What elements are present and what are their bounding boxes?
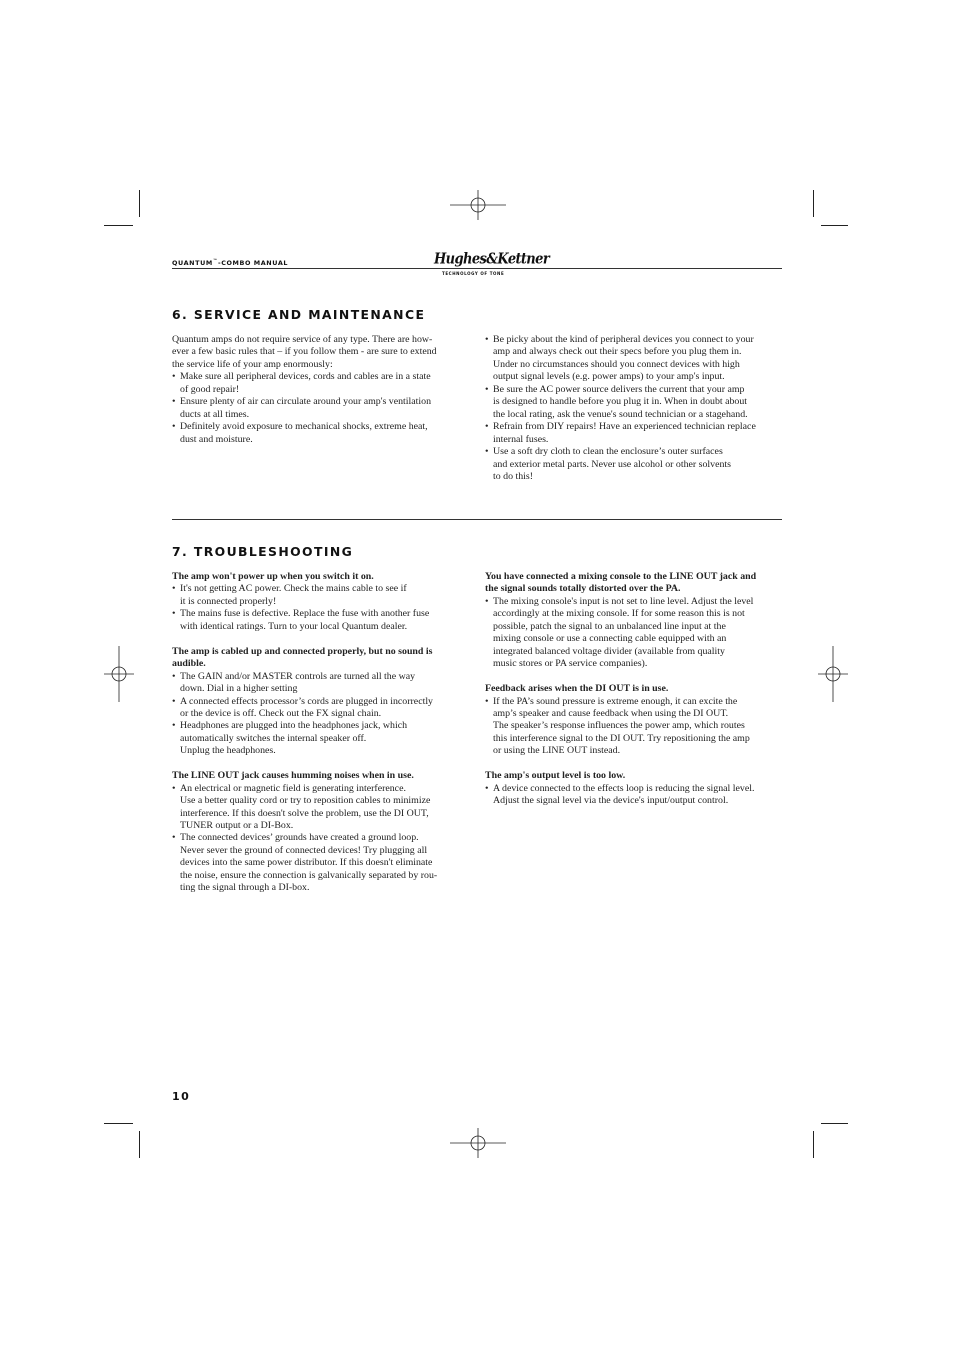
bullet-continuation-line: is designed to handle before you plug it in. When in doubt about bbox=[493, 396, 748, 408]
body-text-line: Quantum amps do not require service of any type. There are how- bbox=[172, 334, 433, 345]
bullet-continuation-line: to do this! bbox=[493, 470, 534, 482]
header-rule bbox=[172, 268, 782, 269]
trouble-question: The amp's output level is too low. bbox=[485, 770, 626, 782]
bullet-item: • An electrical or magnetic field is generating interference. bbox=[172, 783, 468, 795]
section-7-left-column bbox=[172, 571, 468, 895]
bullet-continuation-line: of good repair! bbox=[180, 383, 240, 395]
bullet-item: • It's not getting AC power. Check the mains cable to see if bbox=[172, 583, 468, 595]
crop-mark-top-left-vertical bbox=[139, 190, 140, 217]
paragraph-gap bbox=[172, 633, 468, 645]
bullet-continuation-line: possible, patch the signal to an unbalanced line input at the bbox=[493, 620, 726, 632]
bullet-continuation-line: or using the LINE OUT instead. bbox=[493, 745, 621, 757]
bullet-item: • Be sure the AC power source delivers the current that your amp bbox=[485, 384, 781, 396]
running-head-prefix: QUANTUM bbox=[172, 259, 213, 268]
running-head bbox=[172, 259, 288, 267]
paragraph-gap bbox=[485, 758, 781, 770]
bullet-item: • Refrain from DIY repairs! Have an experienced technician replace bbox=[485, 421, 781, 433]
trouble-question: the signal sounds totally distorted over the PA. bbox=[485, 583, 681, 595]
paragraph-gap bbox=[485, 671, 781, 683]
registration-mark-left-icon bbox=[104, 646, 134, 702]
logo-script: Hughes&Kettner bbox=[434, 251, 550, 269]
bullet-continuation-line: Under no circumstances should you connect devices with high bbox=[493, 358, 740, 370]
trouble-question: You have connected a mixing console to the LINE OUT jack and bbox=[485, 571, 757, 582]
bullet-continuation-line: interference. If this doesn't solve the problem, use the DI OUT, bbox=[180, 807, 429, 819]
bullet-continuation-line: Unplug the headphones. bbox=[180, 745, 276, 757]
section-6-title: 6. SERVICE AND MAINTENANCE bbox=[172, 307, 426, 322]
section-7-right-column bbox=[485, 571, 781, 808]
section-7-title: 7. TROUBLESHOOTING bbox=[172, 544, 354, 559]
crop-mark-top-right-vertical bbox=[813, 190, 814, 217]
section-6-left-column bbox=[172, 334, 468, 446]
bullet-item: • A connected effects processor’s cords are plugged in incorrectly bbox=[172, 696, 468, 708]
bullet-continuation-line: accordingly at the mixing console. If for some reason this is not bbox=[493, 608, 745, 620]
trouble-question: The amp is cabled up and connected properly, but no sound is bbox=[172, 645, 433, 657]
registration-mark-top-icon bbox=[450, 190, 506, 220]
bullet-continuation-line: music stores or PA service companies). bbox=[493, 658, 648, 670]
bullet-item: • Make sure all peripheral devices, cords and cables are in a state bbox=[172, 371, 468, 383]
crop-mark-bottom-left-vertical bbox=[139, 1131, 140, 1158]
bullet-continuation-line: TUNER output or a DI-Box. bbox=[180, 820, 294, 832]
trademark-symbol: ™ bbox=[212, 259, 218, 264]
trouble-question: The amp won't power up when you switch it on. bbox=[172, 571, 374, 582]
bullet-item: • A device connected to the effects loop is reducing the signal level. bbox=[485, 783, 781, 795]
bullet-continuation-line: down. Dial in a higher setting bbox=[180, 683, 298, 695]
trouble-question: Feedback arises when the DI OUT is in use. bbox=[485, 683, 669, 695]
bullet-continuation-line: ting the signal through a DI-box. bbox=[180, 882, 310, 894]
bullet-item: • Headphones are plugged into the headphones jack, which bbox=[172, 720, 468, 732]
crop-mark-top-left-horizontal bbox=[104, 225, 133, 226]
bullet-item: • The mixing console's input is not set to line level. Adjust the level bbox=[485, 596, 781, 608]
logo-tagline: TECHNOLOGY OF TONE bbox=[442, 271, 505, 276]
bullet-continuation-line: output signal levels (e.g. power amps) to your amp's input. bbox=[493, 371, 725, 383]
crop-mark-bottom-right-horizontal bbox=[821, 1123, 848, 1124]
registration-mark-bottom-icon bbox=[450, 1128, 506, 1158]
bullet-continuation-line: Use a better quality cord or try to reposition cables to minimize bbox=[180, 795, 431, 807]
crop-mark-top-right-horizontal bbox=[821, 225, 848, 226]
hughes-kettner-logo bbox=[434, 251, 550, 280]
bullet-continuation-line: amp and always check out their specs before you plug them in. bbox=[493, 346, 742, 358]
bullet-continuation-line: this interference signal to the DI OUT. Try repositioning the amp bbox=[493, 732, 750, 744]
bullet-continuation-line: Never sever the ground of connected devices! Try plugging all bbox=[180, 844, 428, 856]
bullet-item: • If the PA’s sound pressure is extreme enough, it can excite the bbox=[485, 696, 781, 708]
bullet-item: • Use a soft dry cloth to clean the enclosure’s outer surfaces bbox=[485, 446, 781, 458]
bullet-item: • Ensure plenty of air can circulate around your amp's ventilation bbox=[172, 396, 468, 408]
body-text-line: the service life of your amp enormously: bbox=[172, 358, 333, 370]
bullet-item: • The mains fuse is defective. Replace the fuse with another fuse bbox=[172, 608, 468, 620]
bullet-continuation-line: Adjust the signal level via the device's input/output control. bbox=[493, 795, 729, 807]
paragraph-gap bbox=[172, 758, 468, 770]
trouble-question: audible. bbox=[172, 658, 206, 670]
bullet-continuation-line: mixing console or use a connecting cable equipped with an bbox=[493, 633, 727, 645]
bullet-continuation-line: it is connected properly! bbox=[180, 595, 277, 607]
bullet-item: • Definitely avoid exposure to mechanical shocks, extreme heat, bbox=[172, 421, 468, 433]
bullet-continuation-line: and exterior metal parts. Never use alcohol or other solvents bbox=[493, 458, 732, 470]
crop-mark-bottom-left-horizontal bbox=[104, 1123, 133, 1124]
bullet-continuation-line: ducts at all times. bbox=[180, 408, 250, 420]
bullet-continuation-line: dust and moisture. bbox=[180, 433, 253, 445]
bullet-item: • The connected devices’ grounds have created a ground loop. bbox=[172, 832, 468, 844]
bullet-continuation-line: the noise, ensure the connection is galvanically separated by rou- bbox=[180, 869, 438, 881]
bullet-continuation-line: internal fuses. bbox=[493, 433, 549, 445]
registration-mark-right-icon bbox=[818, 646, 848, 702]
bullet-continuation-line: with identical ratings. Turn to your local Quantum dealer. bbox=[180, 620, 408, 632]
bullet-continuation-line: integrated balanced voltage divider (available from quality bbox=[493, 645, 725, 657]
section-divider-rule bbox=[172, 519, 782, 520]
body-text-line: ever a few basic rules that – if you follow them - are sure to extend bbox=[172, 346, 437, 358]
running-head-suffix: -COMBO MANUAL bbox=[217, 259, 289, 268]
section-6-right-column bbox=[485, 334, 781, 483]
bullet-continuation-line: or the device is off. Check out the FX signal chain. bbox=[180, 707, 382, 719]
crop-mark-bottom-right-vertical bbox=[813, 1131, 814, 1158]
page-number: 10 bbox=[172, 1090, 191, 1103]
bullet-continuation-line: automatically switches the internal speaker off. bbox=[180, 732, 367, 744]
trouble-question: The LINE OUT jack causes humming noises when in use. bbox=[172, 770, 414, 782]
bullet-continuation-line: The speaker’s response influences the power amp, which routes bbox=[493, 720, 745, 732]
bullet-continuation-line: the local rating, ask the venue's sound technician or a stagehand. bbox=[493, 408, 748, 420]
bullet-continuation-line: amp’s speaker and cause feedback when using the DI OUT. bbox=[493, 707, 729, 719]
bullet-item: • The GAIN and/or MASTER controls are turned all the way bbox=[172, 671, 468, 683]
bullet-item: • Be picky about the kind of peripheral devices you connect to your bbox=[485, 334, 781, 346]
bullet-continuation-line: devices into the same power distributor. If this doesn't eliminate bbox=[180, 857, 433, 869]
